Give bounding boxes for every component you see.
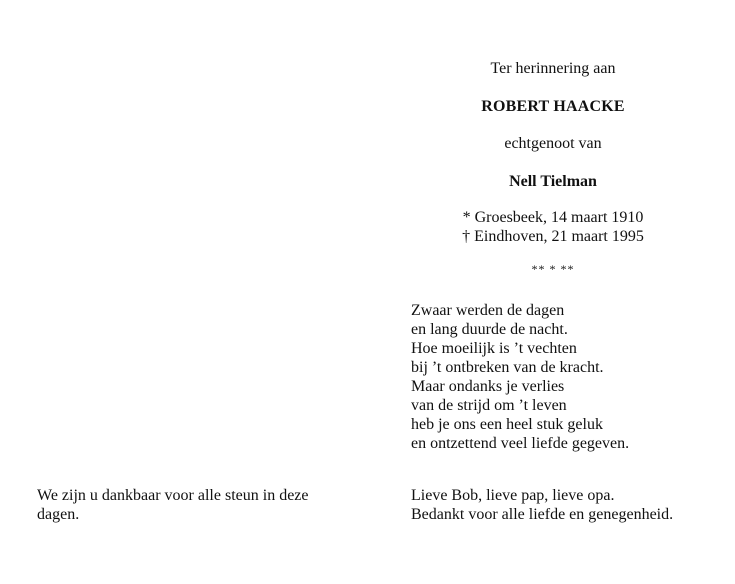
poem-line: en ontzettend veel liefde gegeven.	[411, 435, 630, 452]
poem-line: heb je ons een heel stuk geluk	[411, 416, 603, 433]
poem-line: Hoe moeilijk is ’t vechten	[411, 340, 577, 357]
birth-date: * Groesbeek, 14 maart 1910	[462, 209, 644, 226]
poem-line: en lang duurde de nacht.	[411, 321, 568, 338]
separator-stars: ** * **	[531, 262, 575, 276]
farewell-text	[411, 486, 673, 524]
poem-line: Maar ondanks je verlies	[411, 378, 565, 395]
deceased-name: ROBERT HAACKE	[481, 98, 625, 115]
poem-line: bij ’t ontbreken van de kracht.	[411, 359, 604, 376]
poem-line: Zwaar werden de dagen	[411, 302, 565, 319]
farewell-line: Lieve Bob, lieve pap, lieve opa.	[411, 487, 615, 504]
death-date: † Eindhoven, 21 maart 1995	[462, 228, 644, 245]
thanks-text: We zijn u dankbaar voor alle steun in deze dagen.	[37, 487, 309, 523]
relation-text: echtgenoot van	[504, 135, 602, 152]
life-dates	[420, 208, 686, 246]
poem	[411, 301, 629, 453]
intro-text: Ter herinnering aan	[490, 60, 616, 77]
farewell-line: Bedankt voor alle liefde en genegenheid.	[411, 506, 674, 523]
poem-line: van de strijd om ’t leven	[411, 397, 567, 414]
spouse-name: Nell Tielman	[509, 173, 597, 190]
